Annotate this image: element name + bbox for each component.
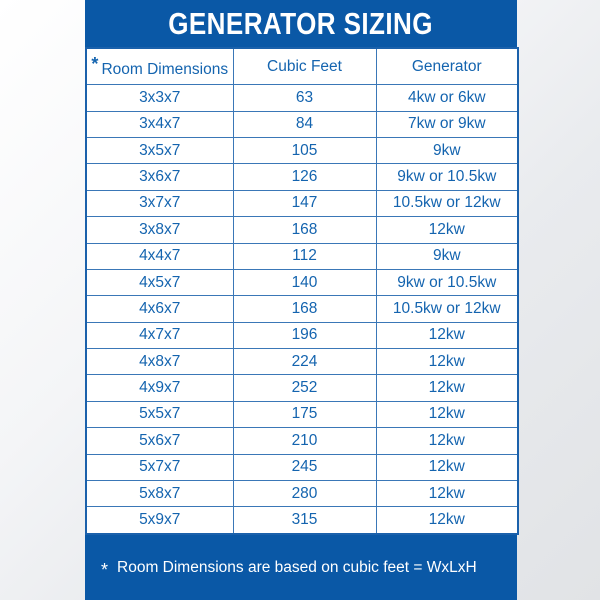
table-row [86, 454, 518, 480]
cell-generator: 9kw [376, 138, 518, 164]
cell-room-dimensions: 5x6x7 [86, 428, 233, 454]
table-row [86, 111, 518, 137]
cell-generator: 10.5kw or 12kw [376, 296, 518, 322]
cell-cubic-feet: 280 [233, 480, 376, 506]
sizing-table [85, 47, 519, 535]
cell-room-dimensions: 3x3x7 [86, 85, 233, 111]
cell-cubic-feet: 252 [233, 375, 376, 401]
footer-note-band: * Room Dimensions are based on cubic feet = WxLxH [85, 535, 517, 600]
table-header-row [86, 48, 518, 85]
cell-cubic-feet: 63 [233, 85, 376, 111]
cell-cubic-feet: 126 [233, 164, 376, 190]
table-row [86, 85, 518, 111]
cell-cubic-feet: 315 [233, 507, 376, 534]
table-row [86, 138, 518, 164]
cell-cubic-feet: 168 [233, 296, 376, 322]
title-band [85, 0, 517, 47]
cell-generator: 9kw or 10.5kw [376, 164, 518, 190]
cell-generator: 12kw [376, 375, 518, 401]
cell-generator: 12kw [376, 322, 518, 348]
cell-cubic-feet: 196 [233, 322, 376, 348]
cell-room-dimensions: 4x5x7 [86, 269, 233, 295]
cell-generator: 12kw [376, 507, 518, 534]
table-row [86, 322, 518, 348]
table-row [86, 507, 518, 534]
cell-room-dimensions: 3x4x7 [86, 111, 233, 137]
cell-cubic-feet: 84 [233, 111, 376, 137]
cell-room-dimensions: 3x8x7 [86, 217, 233, 243]
cell-generator: 12kw [376, 428, 518, 454]
table-row [86, 349, 518, 375]
cell-generator: 12kw [376, 401, 518, 427]
cell-generator: 12kw [376, 217, 518, 243]
table-row [86, 428, 518, 454]
cell-room-dimensions: 5x9x7 [86, 507, 233, 534]
cell-generator: 4kw or 6kw [376, 85, 518, 111]
table-row [86, 190, 518, 216]
header-generator: Generator [376, 48, 518, 85]
header-cubic-feet: Cubic Feet [233, 48, 376, 85]
cell-cubic-feet: 245 [233, 454, 376, 480]
footer-note-text: Room Dimensions are based on cubic feet = WxLxH [117, 558, 477, 576]
cell-cubic-feet: 210 [233, 428, 376, 454]
cell-generator: 10.5kw or 12kw [376, 190, 518, 216]
page-title: GENERATOR SIZING [168, 6, 434, 41]
generator-sizing-poster [85, 0, 517, 600]
cell-generator: 9kw or 10.5kw [376, 269, 518, 295]
cell-generator: 9kw [376, 243, 518, 269]
table-row [86, 480, 518, 506]
cell-room-dimensions: 5x8x7 [86, 480, 233, 506]
cell-generator: 12kw [376, 349, 518, 375]
cell-cubic-feet: 140 [233, 269, 376, 295]
cell-cubic-feet: 147 [233, 190, 376, 216]
cell-cubic-feet: 112 [233, 243, 376, 269]
header-room-dimensions-label: Room Dimensions [101, 61, 229, 79]
table-row [86, 269, 518, 295]
cell-room-dimensions: 3x6x7 [86, 164, 233, 190]
table-row [86, 296, 518, 322]
cell-room-dimensions: 4x8x7 [86, 349, 233, 375]
cell-cubic-feet: 105 [233, 138, 376, 164]
cell-room-dimensions: 4x9x7 [86, 375, 233, 401]
cell-generator: 12kw [376, 454, 518, 480]
cell-room-dimensions: 4x6x7 [86, 296, 233, 322]
table-row [86, 217, 518, 243]
cell-room-dimensions: 4x4x7 [86, 243, 233, 269]
table-row [86, 401, 518, 427]
cell-generator: 12kw [376, 480, 518, 506]
cell-room-dimensions: 5x5x7 [86, 401, 233, 427]
cell-room-dimensions: 5x7x7 [86, 454, 233, 480]
table-row [86, 164, 518, 190]
sizing-table-container [85, 47, 517, 535]
cell-cubic-feet: 175 [233, 401, 376, 427]
cell-room-dimensions: 3x5x7 [86, 138, 233, 164]
cell-generator: 7kw or 9kw [376, 111, 518, 137]
cell-room-dimensions: 3x7x7 [86, 190, 233, 216]
table-row [86, 243, 518, 269]
cell-cubic-feet: 168 [233, 217, 376, 243]
header-room-dimensions [86, 48, 233, 85]
cell-room-dimensions: 4x7x7 [86, 322, 233, 348]
cell-cubic-feet: 224 [233, 349, 376, 375]
table-row [86, 375, 518, 401]
asterisk-marker: * [91, 54, 99, 75]
